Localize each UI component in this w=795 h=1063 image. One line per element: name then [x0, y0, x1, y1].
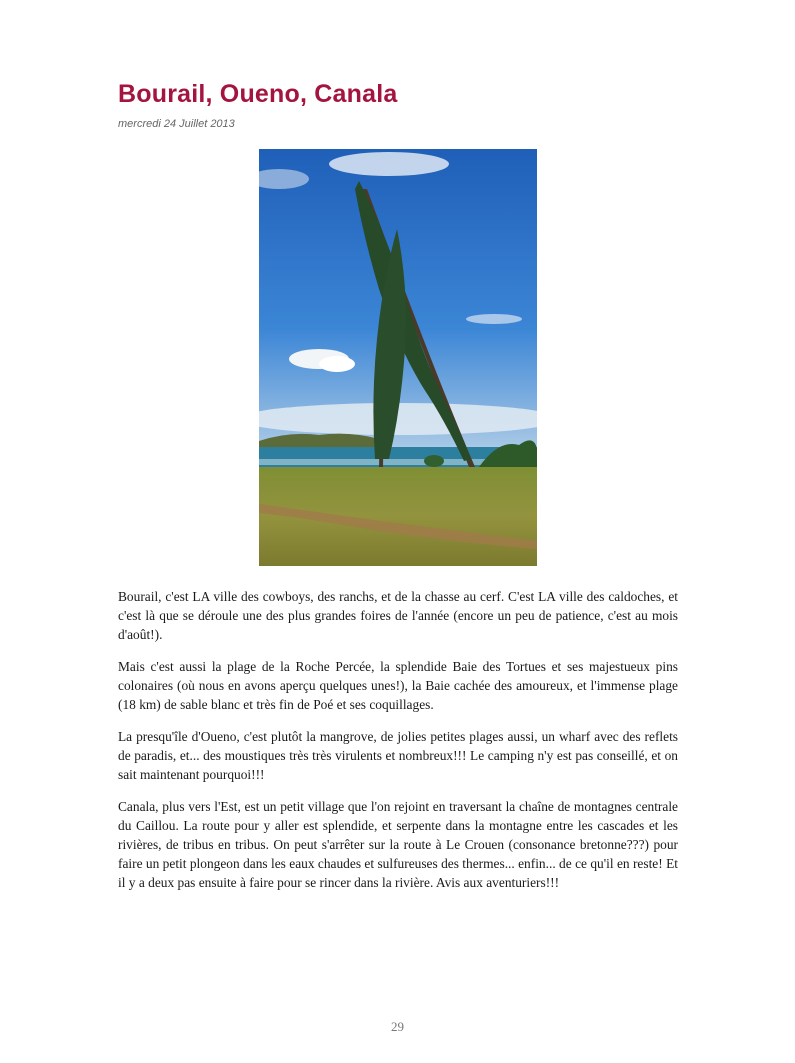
- paragraph: La presqu'île d'Oueno, c'est plutôt la mangrove, de jolies petites plages aussi, un wharf avec des reflets de paradis, et... des moustiques très très virulents et nombreux!!! Le camping n'y est pas conseillé, et on sait maintenant pourquoi!!!: [118, 729, 678, 782]
- article-date: mercredi 24 Juillet 2013: [118, 118, 235, 130]
- paragraph: Mais c'est aussi la plage de la Roche Percée, la splendide Baie des Tortues et ses majestueux pins colonaires (où nous en avons aperçu quelques unes!), la Baie cachée des amoureux, et l'immense plage (18 km) de sable blanc et très fin de Poé et ses coquillages.: [118, 659, 678, 712]
- paragraph: Bourail, c'est LA ville des cowboys, des ranchs, et de la chasse au cerf. C'est LA ville des caldoches, et c'est là que se déroule une des plus grandes foires de l'année (encore un peu de patience, c'est au mois d'août!).: [118, 589, 678, 642]
- article-photo: [259, 149, 537, 566]
- paragraph: Canala, plus vers l'Est, est un petit village que l'on rejoint en traversant la chaîne de montagnes centrale du Caillou. La route pour y aller est splendide, et serpente dans la montagne entre les cascades et les rivières, de tribus en tribus. On peut s'arrêter sur la route à Le Crouen (consonance bretonne???) pour faire un petit plongeon dans les eaux chaudes et sulfureuses des thermes... enfin... de ce qu'il en reste! Et il y a deux pas ensuite à faire pour se rincer dans la rivière. Avis aux aventuriers!!!: [118, 799, 678, 890]
- page-number: 29: [391, 1019, 404, 1034]
- article-body: [118, 587, 678, 905]
- article-title: Bourail, Oueno, Canala: [118, 80, 398, 108]
